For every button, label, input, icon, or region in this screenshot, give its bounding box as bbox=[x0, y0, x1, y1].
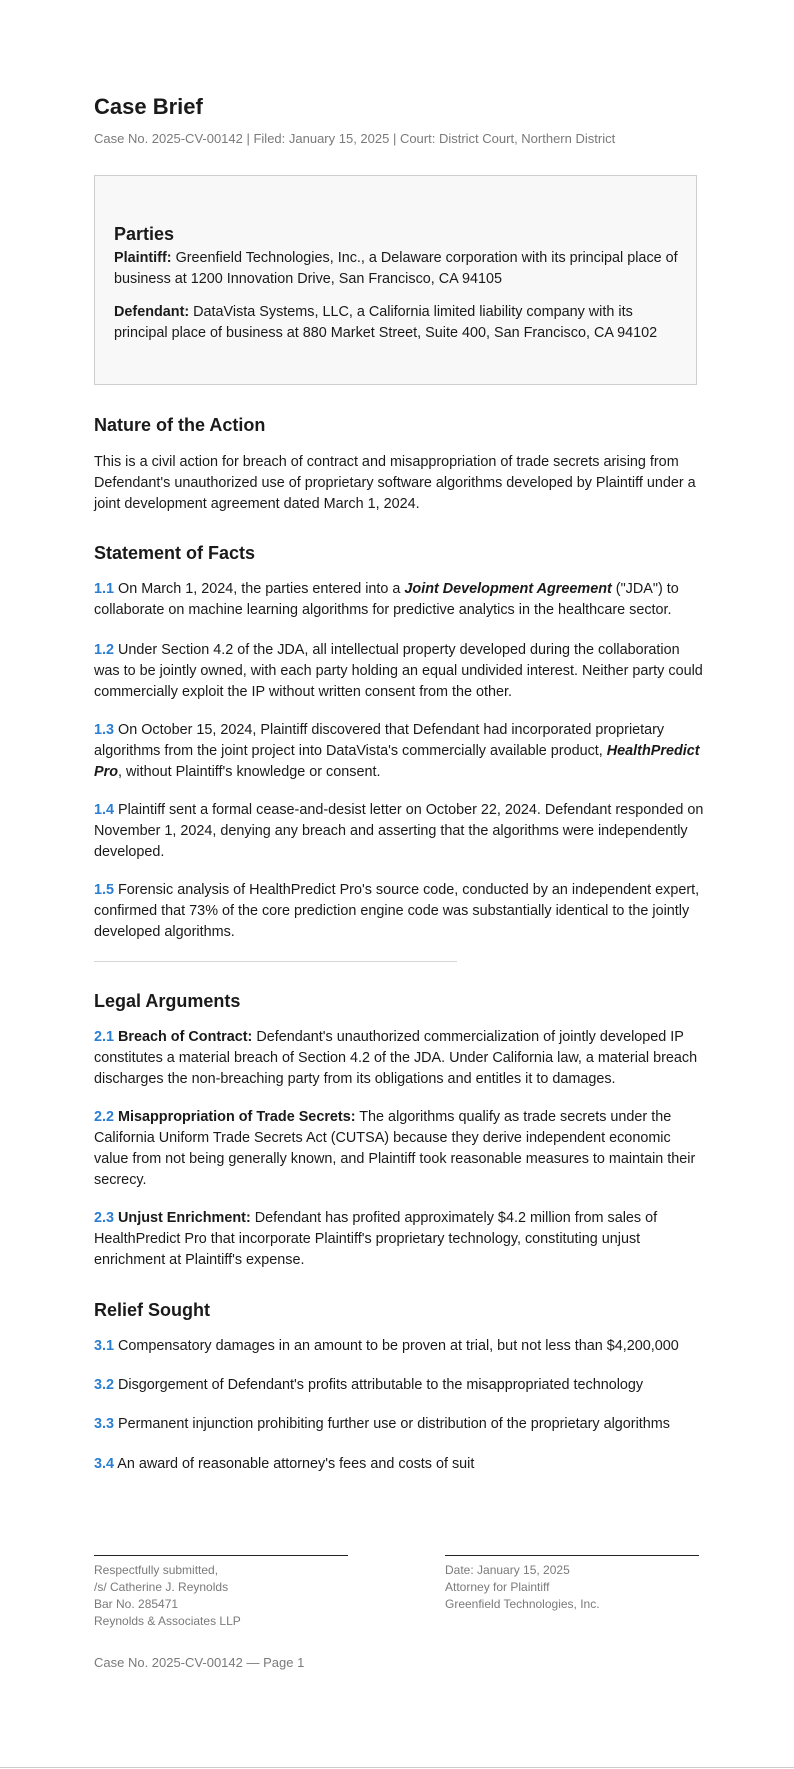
fact-item bbox=[94, 720, 704, 783]
fact-text: Forensic analysis of HealthPredict Pro's source code, conducted by an independent expert, confirmed that 73% of the core prediction engine code was substantially identical to the jointly developed algorithms. bbox=[94, 882, 700, 940]
argument-text: Defendant has profited approximately $4.2 million from sales of HealthPredict Pro that incorporate Plaintiff's proprietary technology, constituting unjust enrichment at Plaintiff's expense. bbox=[94, 1210, 658, 1268]
parties-box bbox=[94, 175, 697, 385]
relief-heading: Relief Sought bbox=[94, 1300, 210, 1320]
relief-number: 3.4 bbox=[94, 1456, 115, 1472]
fact-item bbox=[94, 640, 704, 703]
argument-text: Defendant's unauthorized commercialization of jointly developed IP constitutes a material breach of Section 4.2 of the JDA. Under California law, a material breach discharges the non-breaching party from its obligations and entitles it to damages. bbox=[94, 1029, 698, 1087]
defendant-text: DataVista Systems, LLC, a California limited liability company with its principal place of business at 880 Market Street, Suite 400, San Francisco, CA 94102 bbox=[114, 304, 658, 341]
signature-line-left bbox=[94, 1555, 348, 1556]
argument-number: 2.2 bbox=[94, 1109, 115, 1125]
fact-number: 1.1 bbox=[94, 581, 115, 597]
fact-text: ("JDA") to collaborate on machine learning algorithms for predictive analytics in the healthcare sector. bbox=[94, 581, 679, 618]
argument-label: Unjust Enrichment: bbox=[118, 1210, 251, 1226]
relief-item bbox=[94, 1454, 704, 1475]
fact-number: 1.4 bbox=[94, 802, 115, 818]
fact-number: 1.2 bbox=[94, 642, 115, 658]
defendant-entry bbox=[114, 302, 679, 344]
relief-item bbox=[94, 1375, 704, 1396]
argument-label: Misappropriation of Trade Secrets: bbox=[118, 1109, 356, 1125]
argument-item bbox=[94, 1027, 704, 1090]
signature-line-text: Reynolds & Associates LLP bbox=[94, 1614, 241, 1628]
fact-number: 1.5 bbox=[94, 882, 115, 898]
case-meta: Case No. 2025-CV-00142 | Filed: January 15, 2025 | Court: District Court, Northern District bbox=[94, 131, 616, 146]
page-title: Case Brief bbox=[94, 94, 203, 119]
defendant-label: Defendant: bbox=[114, 304, 190, 320]
argument-text: The algorithms qualify as trade secrets under the California Uniform Trade Secrets Act (CUTSA) because they derive independent economic value from not being generally known, and Plaintiff took reasonable measures to maintain their secrecy. bbox=[94, 1109, 696, 1188]
relief-item bbox=[94, 1336, 704, 1357]
relief-text: Permanent injunction prohibiting further use or distribution of the proprietary algorithms bbox=[118, 1416, 670, 1432]
signature-line-text: Attorney for Plaintiff bbox=[445, 1580, 550, 1594]
relief-text: Compensatory damages in an amount to be proven at trial, but not less than $4,200,000 bbox=[118, 1338, 679, 1354]
relief-text: Disgorgement of Defendant's profits attributable to the misappropriated technology bbox=[118, 1377, 644, 1393]
relief-number: 3.3 bbox=[94, 1416, 115, 1432]
parties-heading: Parties bbox=[114, 224, 175, 244]
signature-line-text: Respectfully submitted, bbox=[94, 1563, 219, 1577]
signature-line-text: Date: January 15, 2025 bbox=[445, 1563, 570, 1577]
argument-label: Breach of Contract: bbox=[118, 1029, 253, 1045]
relief-item bbox=[94, 1414, 704, 1435]
signature-block-right bbox=[445, 1562, 600, 1613]
signature-line-right bbox=[445, 1555, 699, 1556]
section-divider bbox=[94, 961, 457, 962]
fact-item bbox=[94, 800, 704, 863]
relief-number: 3.2 bbox=[94, 1377, 115, 1393]
plaintiff-label: Plaintiff: bbox=[114, 250, 172, 266]
fact-text: Plaintiff sent a formal cease-and-desist letter on October 22, 2024. Defendant responded on November 1, 2024, denying any breach and asserting that the algorithms were independently developed. bbox=[94, 802, 704, 860]
fact-emphasis: Joint Development Agreement bbox=[404, 581, 612, 597]
fact-number: 1.3 bbox=[94, 722, 115, 738]
fact-item bbox=[94, 579, 704, 621]
signature-line-text: Greenfield Technologies, Inc. bbox=[445, 1597, 600, 1611]
argument-item bbox=[94, 1107, 704, 1191]
relief-text: An award of reasonable attorney's fees and costs of suit bbox=[117, 1456, 475, 1472]
arguments-heading: Legal Arguments bbox=[94, 991, 241, 1011]
argument-number: 2.1 bbox=[94, 1029, 115, 1045]
fact-text: On October 15, 2024, Plaintiff discovered that Defendant had incorporated proprietary algorithms from the joint project into DataVista's commercially available product, bbox=[94, 722, 665, 759]
argument-number: 2.3 bbox=[94, 1210, 115, 1226]
page-bottom-edge bbox=[0, 1767, 794, 1768]
argument-item bbox=[94, 1208, 704, 1271]
signature-line-text: Bar No. 285471 bbox=[94, 1597, 179, 1611]
plaintiff-text: Greenfield Technologies, Inc., a Delaware corporation with its principal place of business at 1200 Innovation Drive, San Francisco, CA 94105 bbox=[114, 250, 678, 287]
relief-number: 3.1 bbox=[94, 1338, 115, 1354]
fact-item bbox=[94, 880, 704, 943]
fact-text: Under Section 4.2 of the JDA, all intellectual property developed during the collaboration was to be jointly owned, with each party holding an equal undivided interest. Neither party could commercially exploit the IP without written consent from the other. bbox=[94, 642, 703, 700]
fact-emphasis: HealthPredict Pro bbox=[94, 743, 700, 780]
signature-line-text: /s/ Catherine J. Reynolds bbox=[94, 1580, 229, 1594]
nature-heading: Nature of the Action bbox=[94, 415, 266, 435]
fact-text: On March 1, 2024, the parties entered into a bbox=[118, 581, 401, 597]
fact-text: , without Plaintiff's knowledge or consent. bbox=[118, 764, 381, 780]
page-footer: Case No. 2025-CV-00142 — Page 1 bbox=[94, 1655, 305, 1670]
plaintiff-entry bbox=[114, 248, 679, 290]
nature-text: This is a civil action for breach of contract and misappropriation of trade secrets arising from Defendant's unauthorized use of proprietary software algorithms developed by Plaintiff under a joint development agreement dated March 1, 2024. bbox=[94, 454, 696, 512]
signature-block-left bbox=[94, 1562, 241, 1630]
facts-heading: Statement of Facts bbox=[94, 543, 256, 563]
